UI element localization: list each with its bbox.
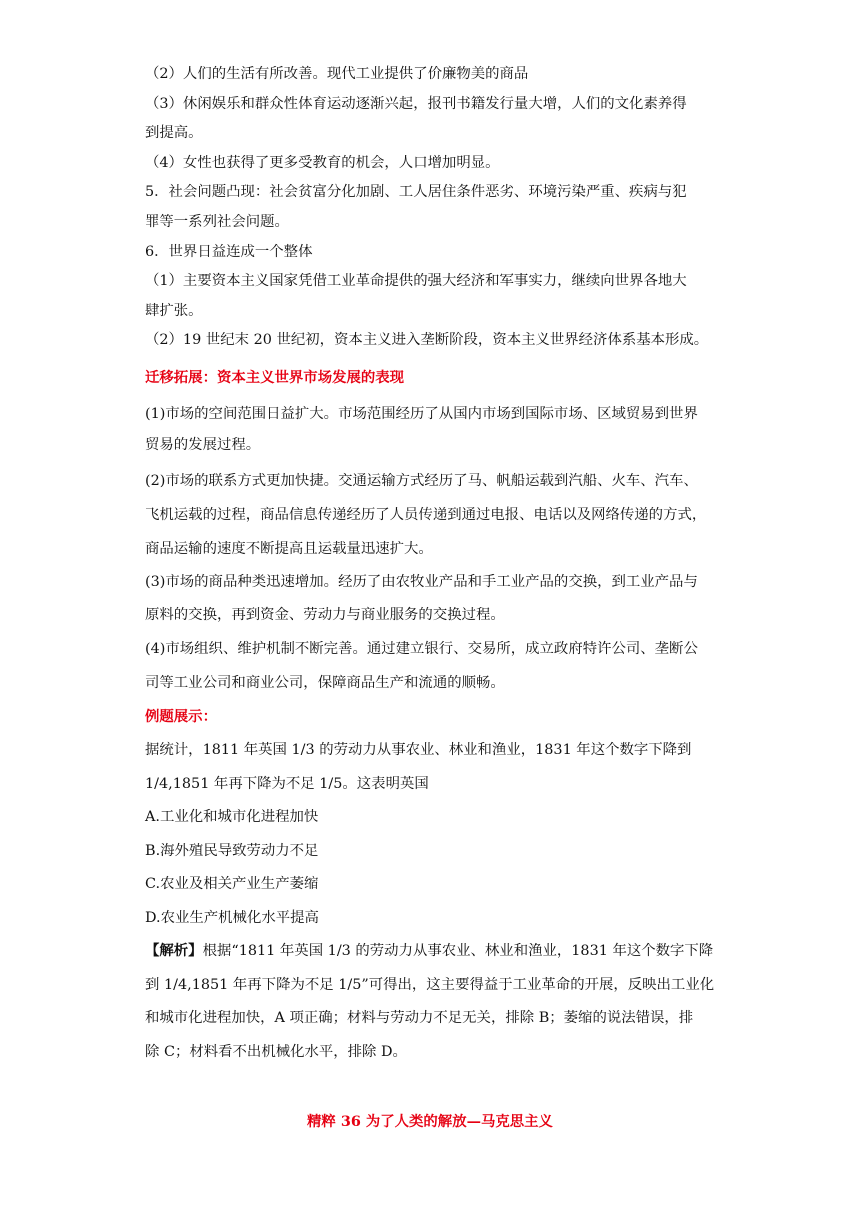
analysis-label: 【解析】 <box>145 942 203 959</box>
text-line: （2）人们的生活有所改善。现代工业提供了价廉物美的商品 <box>145 66 529 82</box>
text-line: 据统计，1811 年英国 1/3 的劳动力从事农业、林业和渔业，1831 年这个数字下降到 <box>145 742 692 758</box>
text-line: （4）女性也获得了更多受教育的机会，人口增加明显。 <box>145 155 500 171</box>
text-line: 和城市化进程加快，A 项正确；材料与劳动力不足无关，排除 B；萎缩的说法错误，排 <box>145 1010 694 1026</box>
text-line: （3）休闲娱乐和群众性体育运动逐渐兴起，报刊书籍发行量大增，人们的文化素养得 <box>145 96 687 112</box>
text-line: 贸易的发展过程。 <box>145 437 261 453</box>
text-line: 1/4,1851 年再下降为不足 1/5。这表明英国 <box>145 776 429 792</box>
option-a: A.工业化和城市化进程加快 <box>145 809 319 825</box>
text-line: (1)市场的空间范围日益扩大。市场范围经历了从国内市场到国际市场、区域贸易到世界 <box>145 406 698 422</box>
option-c: C.农业及相关产业生产萎缩 <box>145 876 319 892</box>
text-line: 商品运输的速度不断提高且运载量迅速扩大。 <box>145 541 433 557</box>
option-d: D.农业生产机械化水平提高 <box>145 910 319 926</box>
analysis-line <box>145 941 720 961</box>
text-line: (2)市场的联系方式更加快捷。交通运输方式经历了马、帆船运载到汽船、火车、汽车、 <box>145 473 698 489</box>
text-line: 除 C；材料看不出机械化水平，排除 D。 <box>145 1044 407 1060</box>
text-line: 原料的交换，再到资金、劳动力与商业服务的交换过程。 <box>145 607 505 623</box>
text-line: 罪等一系列社会问题。 <box>145 214 289 230</box>
text-line: 司等工业公司和商业公司，保障商品生产和流通的顺畅。 <box>145 675 505 691</box>
text-line: 到提高。 <box>145 125 203 141</box>
next-chapter-title: 精粹 36 为了人类的解放—马克思主义 <box>307 1113 553 1130</box>
text-line: 6．世界日益连成一个整体 <box>145 244 313 260</box>
analysis-text: 根据“1811 年英国 1/3 的劳动力从事农业、林业和渔业，1831 年这个数字下降 <box>202 943 714 959</box>
option-b: B.海外殖民导致劳动力不足 <box>145 843 319 859</box>
text-line: (3)市场的商品种类迅速增加。经历了由农牧业产品和手工业产品的交换，到工业产品与 <box>145 574 698 590</box>
text-line: 5．社会问题凸现：社会贫富分化加剧、工人居住条件恶劣、环境污染严重、疾病与犯 <box>145 184 687 200</box>
text-line: 飞机运载的过程，商品信息传递经历了人员传递到通过电报、电话以及网络传递的方式， <box>145 507 707 523</box>
text-line: （2）19 世纪末 20 世纪初，资本主义进入垄断阶段，资本主义世界经济体系基本形成。 <box>145 332 709 348</box>
text-line: 到 1/4,1851 年再下降为不足 1/5”可得出，这主要得益于工业革命的开展，反映出工业化 <box>145 977 715 993</box>
section-heading: 例题展示： <box>145 708 217 725</box>
text-line: 肆扩张。 <box>145 303 203 319</box>
text-line: (4)市场组织、维护机制不断完善。通过建立银行、交易所，成立政府特许公司、垄断公 <box>145 641 698 657</box>
text-line: （1）主要资本主义国家凭借工业革命提供的强大经济和军事实力，继续向世界各地大 <box>145 273 687 289</box>
section-heading: 迁移拓展：资本主义世界市场发展的表现 <box>145 369 405 386</box>
